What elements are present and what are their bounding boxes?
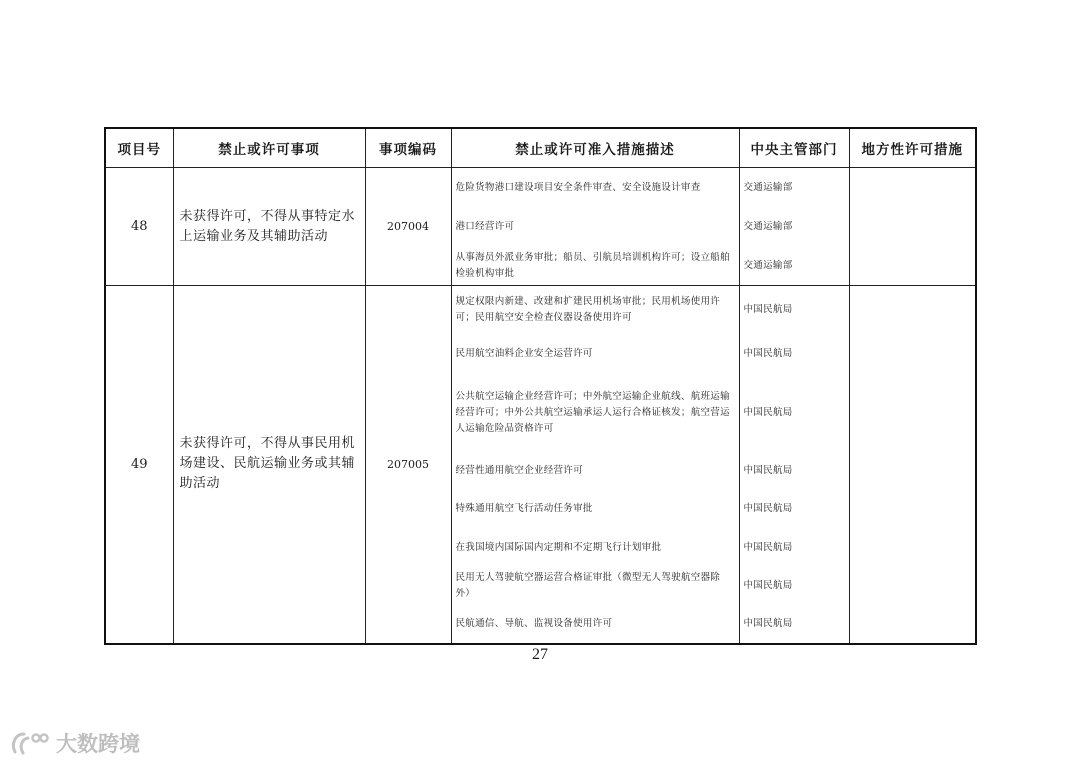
department-text: 中国民航局	[743, 580, 793, 591]
watermark-text: 大数跨境	[56, 732, 140, 756]
table-header-row	[105, 128, 976, 168]
measure-text: 港口经营许可	[455, 220, 515, 232]
watermark	[10, 728, 140, 758]
measure-text: 民航通信、导航、监视设备使用许可	[455, 617, 613, 629]
department-cell	[739, 168, 849, 286]
measure-text: 特殊通用航空飞行活动任务审批	[455, 503, 593, 514]
department-text: 中国民航局	[743, 617, 793, 629]
department-cell	[739, 286, 849, 644]
measure-text: 规定权限内新建、改建和扩建民用机场审批；民用机场使用许可；民用航空安全检查仪器设备使用许可	[455, 296, 721, 323]
measure-text: 民用无人驾驶航空器运营合格证审批（微型无人驾驶航空器除外）	[455, 572, 721, 599]
measure-text: 经营性通用航空企业经营许可	[455, 465, 583, 476]
local-measures-cell	[849, 286, 976, 644]
header-code: 事项编码	[365, 128, 451, 168]
measure-text: 在我国境内国际国内定期和不定期飞行计划审批	[455, 541, 662, 553]
department-text: 中国民航局	[743, 503, 793, 514]
page-number: 27	[532, 646, 548, 663]
measures-cell	[451, 286, 739, 644]
item-code: 207005	[365, 286, 451, 644]
department-text: 中国民航局	[743, 407, 793, 418]
department-text: 交通运输部	[743, 220, 793, 232]
measure-text: 公共航空运输企业经营许可；中外航空运输企业航线、航班运输经营许可；中外公共航空运输承运人运行合格证核发；航空营运人运输危险品资格许可	[455, 391, 730, 434]
department-text: 中国民航局	[743, 348, 793, 359]
measures-cell	[451, 168, 739, 286]
local-measures-cell	[849, 168, 976, 286]
department-text: 中国民航局	[743, 465, 793, 476]
measure-text: 从事海员外派业务审批；船员、引航员培训机构许可；设立船舶检验机构审批	[455, 251, 730, 279]
table-row	[105, 168, 976, 286]
item-number: 48	[105, 168, 173, 286]
header-department: 中央主管部门	[739, 128, 849, 168]
item-code: 207004	[365, 168, 451, 286]
department-text: 中国民航局	[743, 541, 793, 553]
watermark-logo-icon	[10, 730, 50, 756]
department-text: 交通运输部	[743, 181, 793, 193]
header-local-measures: 地方性许可措施	[849, 128, 976, 168]
measure-text: 危险货物港口建设项目安全条件审查、安全设施设计审查	[455, 181, 701, 193]
department-text: 交通运输部	[743, 259, 793, 271]
header-item-number: 项目号	[105, 128, 173, 168]
market-access-table	[104, 127, 977, 645]
table-row	[105, 286, 976, 644]
item-description: 未获得许可，不得从事民用机场建设、民航运输业务或其辅助活动	[173, 286, 365, 644]
header-item: 禁止或许可事项	[173, 128, 365, 168]
header-measures: 禁止或许可准入措施描述	[451, 128, 739, 168]
department-text: 中国民航局	[743, 304, 793, 315]
measure-text: 民用航空油料企业安全运营许可	[455, 348, 593, 359]
item-number: 49	[105, 286, 173, 644]
item-description: 未获得许可，不得从事特定水上运输业务及其辅助活动	[173, 168, 365, 286]
